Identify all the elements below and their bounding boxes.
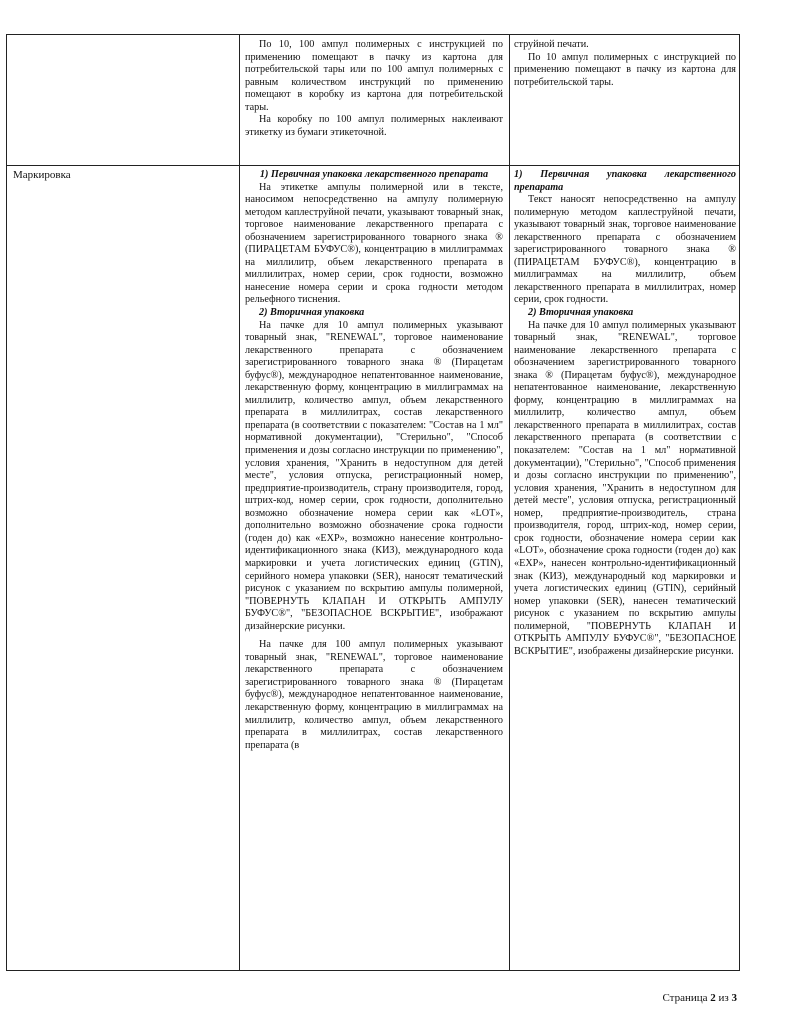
- secondary-packaging-heading-right: 2) Вторичная упаковка: [528, 307, 634, 319]
- row2-middle-cell: [245, 169, 503, 969]
- page-word: Страница: [662, 992, 708, 1004]
- primary-packaging-heading: 1) Первичная упаковка лекарственного препарата: [259, 169, 489, 180]
- primary-packaging-heading-right: 1) Первичная упаковка лекарственного препарата: [514, 169, 736, 193]
- secondary-packaging-10-text: На пачке для 10 ампул полимерных указывают товарный знак, "RENEWAL", торговое наименование лекарственного препарата с обозначением зарегистрированного товарного знака ® (Пирацетам буфус®), международное непатентованное наименование, лекарственную форму, концентрацию в миллиграммах на миллилитр, количество ампул, объем лекарственного препарата в миллилитрах, состав лекарственного препарата (в соответствии с показателем: "Состав на 1 мл" нормативной документации), "Стерильно", "Способ применения и дозы согласно инструкции по применению", условия хранения, "Хранить в недоступном для детей месте", условия отпуска, регистрационный номер, предприятие-производитель, страну производителя, город, штрих-код, номер серии, срок годности, дополнительно возможно обозначение номера серии как «LOT», дополнительно возможно обозначение срока годности (годен до) как «EXP», возможно нанесение контрольно-идентификационного знака (КИЗ), международного кода маркировки и учета логистических единиц (GTIN), серийного номера упаковки (SER), наносят тематический рисунок с указанием по вскрытию ампулы полимерной, "ПОВЕРНУТЬ КЛАПАН И ОТКРЫТЬ АМПУЛУ БУФУС®", "БЕЗОПАСНОЕ ВСКРЫТИЕ", изображают дизайнерские рисунки.: [245, 319, 503, 632]
- page-number: 2: [710, 992, 716, 1004]
- secondary-packaging-text-right: На пачке для 10 ампул полимерных указывают товарный знак, "RENEWAL", торговое наименование лекарственного препарата с обозначением зарегистрированного товарного знака ® (Пирацетам буфус®), международное непатентованное наименование, лекарственную форму, концентрацию в миллиграммах на миллилитр, количество ампул, объем лекарственного препарата в миллилитрах, состав лекарственного препарата (в соответствии с показателем: "Состав на 1 мл" нормативной документации), "Стерильно", "Способ применения и дозы согласно инструкции по применению", условия хранения, "Хранить в недоступном для детей месте", условия отпуска, регистрационный номер, предприятие-производитель, страна производителя, город, штрих-код, номер серии, срок годности, обозначение номера серии как «LOT», обозначение срока годности (годен до) как «EXP», нанесен контрольно-идентификационный знак (КИЗ), международный код маркировки и учета логистических единиц (GTIN), серийный номер упаковки (SER), нанесен тематический рисунок с указанием по вскрытию ампулы полимерной, "ПОВЕРНУТЬ КЛАПАН И ОТКРЫТЬ АМПУЛУ БУФУС®", "БЕЗОПАСНОЕ ВСКРЫТИЕ", изображены дизайнерские рисунки.: [514, 319, 736, 657]
- row2-right-cell: [514, 169, 736, 969]
- row1-right-paragraph-1: струйной печати.: [514, 39, 589, 50]
- row-divider: [7, 165, 739, 166]
- primary-packaging-text-right: Текст наносят непосредственно на ампулу полимерную методом каплеструйной печати, указывают товарный знак, торговое наименование лекарственного препарата с обозначением зарегистрированного товарного знака ® (ПИРАЦЕТАМ БУФУС®), концентрацию в миллиграммах на миллилитр, объем лекарственного препарата в миллилитрах, номер серии, срок годности.: [514, 194, 736, 306]
- row2-label: Маркировка: [13, 169, 71, 181]
- secondary-packaging-heading: 2) Вторичная упаковка: [259, 307, 365, 319]
- row1-middle-paragraph-1: По 10, 100 ампул полимерных с инструкцией по применению помещают в пачку из картона для потребительской тары или по 100 ампул полимерных с равным количеством инструкций по применению помещают в коробку из картона для потребительской тары.: [245, 39, 503, 113]
- page-footer: [662, 992, 737, 1004]
- secondary-packaging-100-text: На пачке для 100 ампул полимерных указывают товарный знак, "RENEWAL", торговое наименование лекарственного препарата с обозначением зарегистрированного товарного знака ® (Пирацетам буфус®), международное непатентованное наименование, лекарственную форму, концентрацию в миллиграммах на миллилитр, количество ампул, объем лекарственного препарата в миллилитрах, состав лекарственного препарата (в: [245, 639, 503, 751]
- row1-middle-cell: [245, 39, 503, 163]
- row1-right-paragraph-2: По 10 ампул полимерных с инструкцией по применению помещают в пачку из картона для потребительской тары.: [514, 51, 736, 88]
- column-divider-2: [509, 35, 510, 970]
- primary-packaging-text: На этикетке ампулы полимерной или в тексте, наносимом непосредственно на ампулу полимерную методом каплеструйной печати, указывают товарный знак, торговое наименование лекарственного препарата с обозначением зарегистрированного товарного знака ® (ПИРАЦЕТАМ БУФУС®), концентрацию в миллиграммах на миллилитр, объем лекарственного препарата в миллилитрах, номер серии, срок годности, возможно нанесение номера серии и срока годности методом рельефного тиснения.: [245, 181, 503, 306]
- document-table: [6, 34, 740, 971]
- of-word: из: [718, 992, 729, 1004]
- page-total: 3: [731, 992, 737, 1004]
- column-divider-1: [239, 35, 240, 970]
- row1-right-cell: [514, 39, 736, 163]
- row1-middle-paragraph-2: На коробку по 100 ампул полимерных наклеивают этикетку из бумаги этикеточной.: [245, 114, 503, 138]
